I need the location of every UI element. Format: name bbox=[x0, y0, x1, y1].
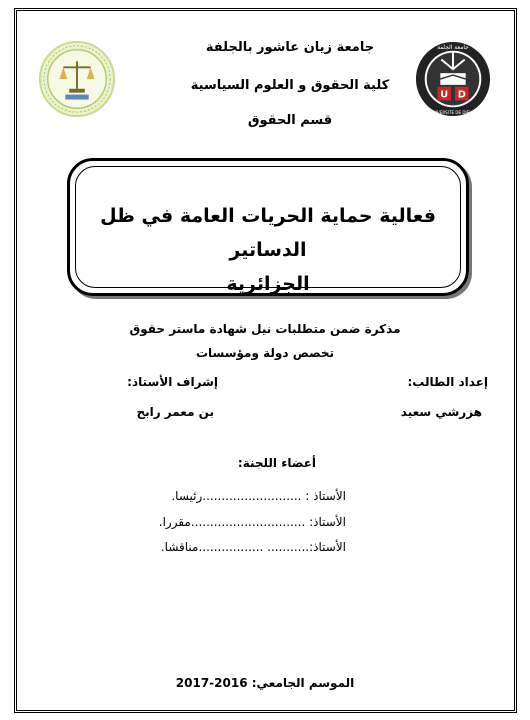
committee-member: الأستاذ : ..........................رئيسا. bbox=[171, 489, 346, 503]
student-name: هزرشي سعيد bbox=[400, 405, 482, 419]
department-name: قسم الحقوق bbox=[247, 113, 333, 128]
committee-member: الأستاذ:........... .................مناقشا. bbox=[160, 540, 346, 554]
thesis-title-line2: الجزائرية bbox=[226, 273, 310, 295]
supervisor-label: إشراف الأستاذ: bbox=[127, 375, 218, 389]
thesis-specialty: تخصص دولة ومؤسسات bbox=[195, 346, 335, 360]
university-name: جامعة زيان عاشور بالجلفة bbox=[205, 40, 375, 55]
svg-text:U: U bbox=[440, 89, 449, 101]
faculty-name: كلية الحقوق و العلوم السياسية bbox=[190, 78, 390, 93]
svg-text:UNIVERSITE DE DJELFA: UNIVERSITE DE DJELFA bbox=[429, 110, 477, 116]
thesis-title-line1: فعالية حماية الحريات العامة في ظل الدساتير bbox=[100, 205, 436, 261]
thesis-title bbox=[92, 199, 444, 301]
academic-year: الموسم الجامعي: 2016-2017 bbox=[175, 676, 355, 690]
student-label: إعداد الطالب: bbox=[407, 375, 488, 389]
svg-text:D: D bbox=[457, 89, 466, 101]
university-logo bbox=[414, 40, 492, 118]
thesis-purpose: مذكرة ضمن متطلبات نيل شهادة ماستر حقوق bbox=[129, 322, 401, 336]
title-frame bbox=[67, 158, 469, 296]
supervisor-name: بن معمر رابح bbox=[136, 405, 214, 419]
svg-text:جامعة الجلفة: جامعة الجلفة bbox=[437, 44, 469, 51]
committee-heading: أعضاء اللجنة: bbox=[237, 456, 316, 470]
committee-member: الأستاذ: ..............................مقررا. bbox=[158, 515, 346, 529]
faculty-logo bbox=[38, 40, 116, 118]
